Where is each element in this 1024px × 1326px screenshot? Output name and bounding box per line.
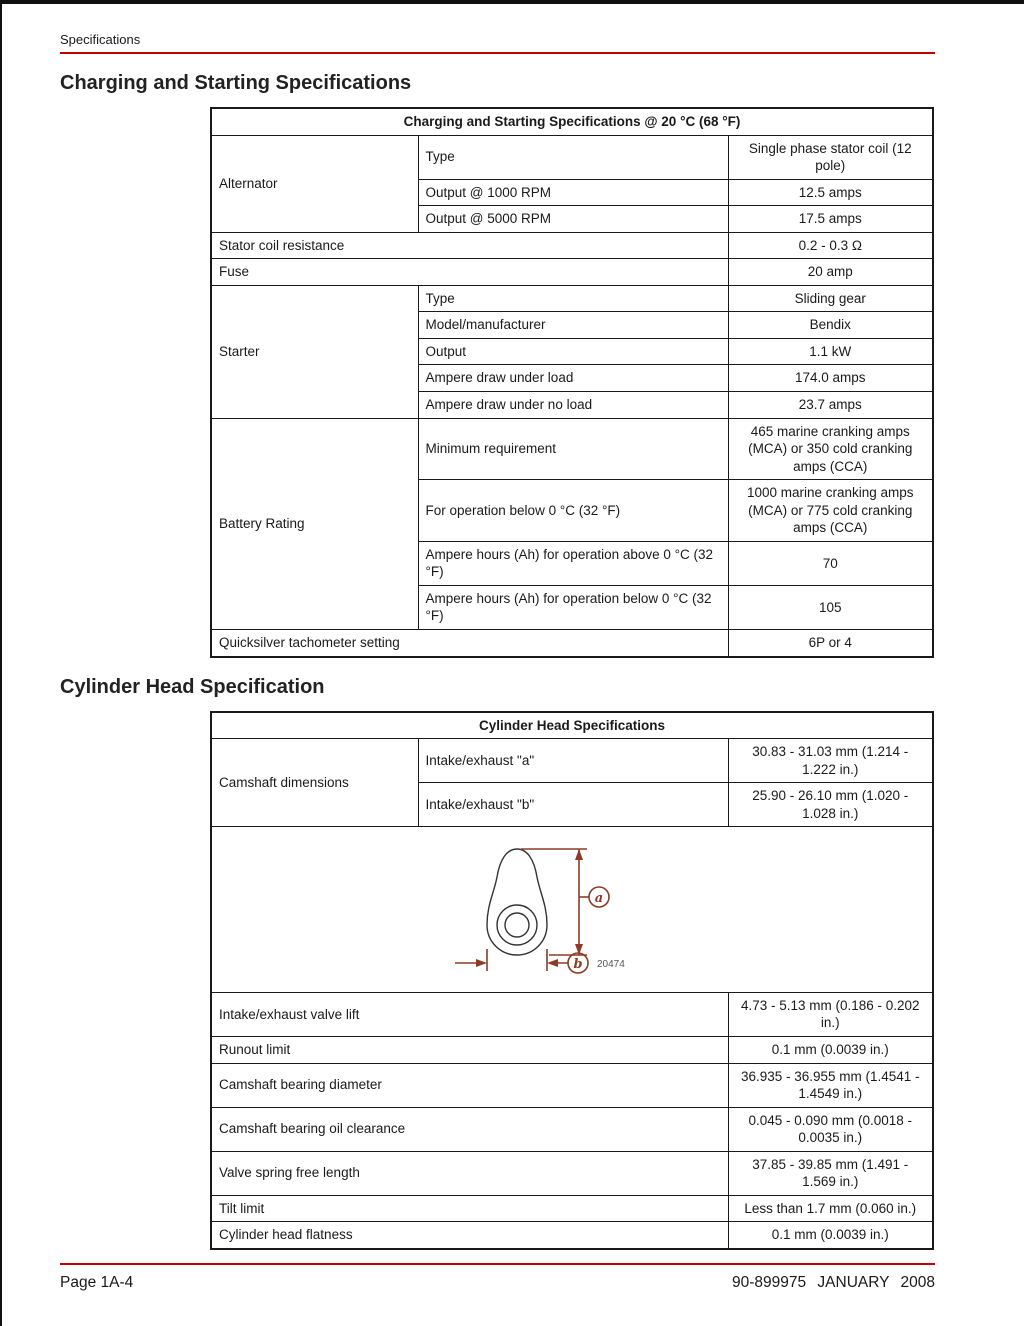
spec-item: Type bbox=[418, 135, 728, 179]
dim-a-arrowhead-up bbox=[575, 849, 583, 860]
dim-b-label: b bbox=[573, 957, 583, 973]
spec-value: 0.1 mm (0.0039 in.) bbox=[728, 1222, 933, 1249]
cylinder-head-table bbox=[210, 711, 934, 1250]
group-label-starter: Starter bbox=[211, 285, 418, 418]
group-label-camshaft-dimensions: Camshaft dimensions bbox=[211, 739, 418, 827]
spec-value: 0.2 - 0.3 Ω bbox=[728, 232, 933, 259]
spec-value: 70 bbox=[728, 541, 933, 585]
spec-value: 174.0 amps bbox=[728, 365, 933, 392]
spec-value: Sliding gear bbox=[728, 285, 933, 312]
table-row bbox=[211, 418, 933, 480]
table-title: Charging and Starting Specifications @ 20 °C (68 °F) bbox=[211, 108, 933, 135]
spec-value: 105 bbox=[728, 585, 933, 629]
spec-label: Runout limit bbox=[211, 1036, 728, 1063]
table-title: Cylinder Head Specifications bbox=[211, 712, 933, 739]
spec-value: 465 marine cranking amps (MCA) or 350 cold cranking amps (CCA) bbox=[728, 418, 933, 480]
page-content bbox=[60, 32, 935, 1250]
table-row bbox=[211, 1036, 933, 1063]
cam-outline bbox=[487, 849, 547, 955]
table-row bbox=[211, 285, 933, 312]
table-row bbox=[211, 259, 933, 286]
spec-value: 23.7 amps bbox=[728, 392, 933, 419]
document-number-date: 90-899975 JANUARY 2008 bbox=[731, 1274, 935, 1291]
spec-label-stator: Stator coil resistance bbox=[211, 232, 728, 259]
spec-item: Minimum requirement bbox=[418, 418, 728, 480]
dim-b-arrowhead-right bbox=[476, 959, 487, 967]
cam-shaft-hole bbox=[505, 913, 529, 937]
spec-value: 37.85 - 39.85 mm (1.491 - 1.569 in.) bbox=[728, 1151, 933, 1195]
spec-label: Cylinder head flatness bbox=[211, 1222, 728, 1249]
spec-label-tachometer: Quicksilver tachometer setting bbox=[211, 630, 728, 657]
table-row bbox=[211, 232, 933, 259]
table-row bbox=[211, 1195, 933, 1222]
spec-value: 6P or 4 bbox=[728, 630, 933, 657]
spec-value: 30.83 - 31.03 mm (1.214 - 1.222 in.) bbox=[728, 739, 933, 783]
page-number: Page 1A-4 bbox=[60, 1274, 134, 1291]
group-label-alternator: Alternator bbox=[211, 135, 418, 232]
figure-number: 20474 bbox=[597, 959, 625, 971]
section-heading-charging: Charging and Starting Specifications bbox=[60, 72, 412, 94]
table-row bbox=[211, 739, 933, 783]
spec-value: Bendix bbox=[728, 312, 933, 339]
spec-item: Ampere draw under load bbox=[418, 365, 728, 392]
spec-value: 12.5 amps bbox=[728, 179, 933, 206]
spec-value: 36.935 - 36.955 mm (1.4541 - 1.4549 in.) bbox=[728, 1063, 933, 1107]
spec-value: 1000 marine cranking amps (MCA) or 775 cold cranking amps (CCA) bbox=[728, 480, 933, 542]
table-title-row bbox=[211, 108, 933, 135]
spec-value: 0.045 - 0.090 mm (0.0018 - 0.0035 in.) bbox=[728, 1107, 933, 1151]
cam-base-circle bbox=[497, 905, 537, 945]
dim-b-arrowhead-left bbox=[547, 959, 558, 967]
spec-value: 0.1 mm (0.0039 in.) bbox=[728, 1036, 933, 1063]
table-row bbox=[211, 1107, 933, 1151]
spec-item: Ampere hours (Ah) for operation above 0 °C (32 °F) bbox=[418, 541, 728, 585]
spec-item: Output bbox=[418, 338, 728, 365]
spec-value: 17.5 amps bbox=[728, 206, 933, 233]
spec-label: Valve spring free length bbox=[211, 1151, 728, 1195]
spec-label: Camshaft bearing oil clearance bbox=[211, 1107, 728, 1151]
spec-item: Ampere draw under no load bbox=[418, 392, 728, 419]
spec-item: Output @ 1000 RPM bbox=[418, 179, 728, 206]
spec-item: Type bbox=[418, 285, 728, 312]
charging-starting-table bbox=[210, 107, 934, 658]
spec-item: Ampere hours (Ah) for operation below 0 °C (32 °F) bbox=[418, 585, 728, 629]
spec-value: 20 amp bbox=[728, 259, 933, 286]
spec-item: Model/manufacturer bbox=[418, 312, 728, 339]
table-row bbox=[211, 1222, 933, 1249]
group-label-battery-rating: Battery Rating bbox=[211, 418, 418, 629]
spec-value: 4.73 - 5.13 mm (0.186 - 0.202 in.) bbox=[728, 992, 933, 1036]
table-row bbox=[211, 992, 933, 1036]
table-row bbox=[211, 630, 933, 657]
spec-item: Intake/exhaust "a" bbox=[418, 739, 728, 783]
dim-a-label: a bbox=[594, 891, 604, 907]
page-footer bbox=[60, 1263, 935, 1292]
spec-label: Camshaft bearing diameter bbox=[211, 1063, 728, 1107]
spec-item: Output @ 5000 RPM bbox=[418, 206, 728, 233]
spec-value: 25.90 - 26.10 mm (1.020 - 1.028 in.) bbox=[728, 783, 933, 827]
spec-value: Single phase stator coil (12 pole) bbox=[728, 135, 933, 179]
cam-lobe-diagram bbox=[447, 833, 697, 983]
cam-diagram-cell bbox=[211, 827, 933, 993]
section-heading-cylinder-head: Cylinder Head Specification bbox=[60, 675, 325, 698]
spec-value: 1.1 kW bbox=[728, 338, 933, 365]
running-head: Specifications bbox=[60, 32, 935, 54]
spec-item: Intake/exhaust "b" bbox=[418, 783, 728, 827]
table-row bbox=[211, 1151, 933, 1195]
table-row bbox=[211, 1063, 933, 1107]
table-row bbox=[211, 135, 933, 179]
spec-value: Less than 1.7 mm (0.060 in.) bbox=[728, 1195, 933, 1222]
spec-label: Intake/exhaust valve lift bbox=[211, 992, 728, 1036]
spec-label-fuse: Fuse bbox=[211, 259, 728, 286]
table-title-row bbox=[211, 712, 933, 739]
diagram-row bbox=[211, 827, 933, 993]
spec-label: Tilt limit bbox=[211, 1195, 728, 1222]
spec-item: For operation below 0 °C (32 °F) bbox=[418, 480, 728, 542]
